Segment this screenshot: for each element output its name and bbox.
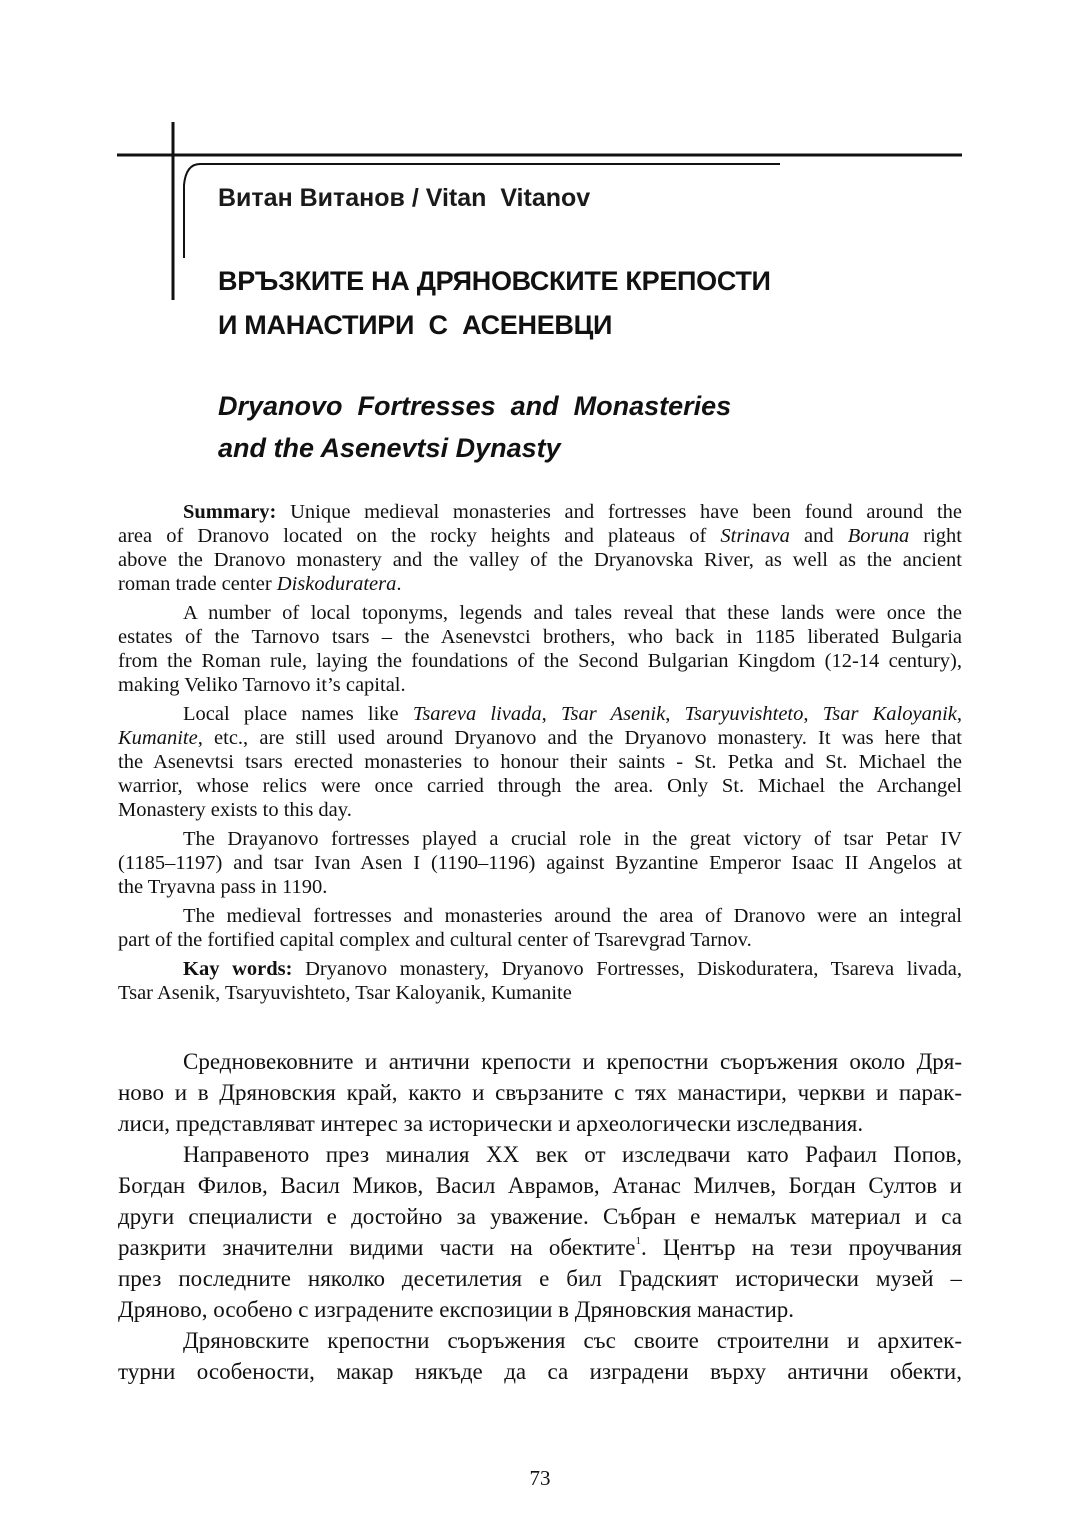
paragraph <box>118 1325 962 1387</box>
text-run: The Drayanovo fortresses played a crucial role in the great victory of tsar Petar IV <box>183 828 962 850</box>
text-line <box>118 702 962 726</box>
text-run: , etc., are still used around Dryanovo and the Dryanovo monastery. It was here that <box>197 727 962 749</box>
text-run: Дряновските крепостни съоръжения със своите строителни и архитек- <box>183 1328 962 1353</box>
text-line <box>118 1325 962 1356</box>
title-english-line-2: and the Asenevtsi Dynasty <box>218 433 561 463</box>
summary-section <box>118 500 962 1010</box>
body-text <box>118 1046 962 1387</box>
italic-term: Tsar Kaloyanik <box>822 703 957 725</box>
paragraph <box>118 1139 962 1325</box>
text-line <box>118 572 962 596</box>
paragraph <box>118 1046 962 1139</box>
text-line <box>118 524 962 548</box>
text-run: Unique medieval monasteries and fortresses have been found around the <box>276 501 962 523</box>
text-line <box>118 798 962 822</box>
text-run: above the Dranovo monastery and the valley of the Dryanovska River, as well as the ancient <box>118 549 962 571</box>
text-run: през последните няколко десетилетия е бил Градският исторически музей – <box>118 1266 962 1291</box>
author-name: Витан Витанов / Vitan Vitanov <box>218 184 591 212</box>
text-run: разкрити значителни видими части на обектите <box>118 1235 636 1260</box>
text-line <box>118 827 962 851</box>
text-run: from the Roman rule, laying the foundations of the Second Bulgarian Kingdom (12-14 century), <box>118 650 962 672</box>
text-run: estates of the Tarnovo tsars – the Asenevstci brothers, who back in 1185 liberated Bulgaria <box>118 626 962 648</box>
text-line <box>118 875 962 899</box>
text-run: area of Dranovo located on the rocky heights and plateaus of <box>118 525 721 547</box>
text-line <box>118 774 962 798</box>
text-run: and <box>789 525 848 547</box>
text-line <box>118 673 962 697</box>
text-run: making Veliko Tarnovo it’s capital. <box>118 674 406 696</box>
page-number: 73 <box>529 1466 551 1490</box>
italic-term: Strinava <box>720 525 790 547</box>
text-line <box>118 1046 962 1077</box>
title-english-line-1: Dryanovo Fortresses and Monasteries <box>218 391 732 421</box>
italic-term: Kumanite <box>118 727 198 749</box>
text-run: Направеното през миналия XX век от изследвачи като Рафаил Попов, <box>183 1142 962 1167</box>
text-run: Monastery exists to this day. <box>118 799 352 821</box>
text-run: лиси, представляват интерес за исторически и археологически изследвания. <box>118 1111 864 1136</box>
bold-label: Kay words: <box>183 958 293 980</box>
text-run: турни особености, макар някъде да са изградени върху антични обекти, <box>118 1359 962 1384</box>
text-line <box>118 726 962 750</box>
text-run: warrior, whose relics were once carried through the area. Only St. Michael the Archangel <box>118 775 962 797</box>
text-line <box>118 957 962 981</box>
italic-term: Tsaryuvishteto <box>684 703 804 725</box>
text-line <box>118 500 962 524</box>
text-run: , <box>803 703 823 725</box>
text-run: Средновековните и антични крепости и крепостни съоръжения около Дря- <box>183 1049 962 1074</box>
text-run: the Tryavna pass in 1190. <box>118 876 328 898</box>
italic-term: Diskoduratera <box>276 573 397 595</box>
text-line <box>118 1201 962 1232</box>
title-bulgarian-line-1: ВРЪЗКИТЕ НА ДРЯНОВСКИТЕ КРЕПОСТИ <box>218 266 771 296</box>
footnote-ref: 1 <box>635 1235 641 1247</box>
text-line <box>118 1356 962 1387</box>
text-run: , <box>665 703 685 725</box>
text-line <box>118 928 962 952</box>
text-run: Дряново, особено с изградените експозиции в Дряновския манастир. <box>118 1297 795 1322</box>
text-line <box>118 601 962 625</box>
text-line <box>118 1108 962 1139</box>
italic-term: Tsar Asenik <box>561 703 666 725</box>
text-run: (1185–1197) and tsar Ivan Asen I (1190–1196) against Byzantine Emperor Isaac II Angelos at <box>118 852 962 874</box>
text-run: The medieval fortresses and monasteries around the area of Dranovo were an integral <box>183 905 962 927</box>
text-line <box>118 1139 962 1170</box>
text-run: the Asenevtsi tsars erected monasteries to honour their saints - St. Petka and St. Michael the <box>118 751 962 773</box>
italic-term: Tsareva livada <box>412 703 542 725</box>
paragraph <box>118 702 962 822</box>
text-run: , <box>956 703 962 725</box>
title-bulgarian-line-2: И МАНАСТИРИ С АСЕНЕВЦИ <box>218 310 613 340</box>
text-run: ново и в Дряновския край, както и свързаните с тях манастири, черкви и парак- <box>118 1080 962 1105</box>
bold-label: Summary: <box>183 501 277 523</box>
text-line <box>118 750 962 774</box>
text-run: други специалисти е достойно за уважение. Събран е немалък материал и са <box>118 1204 962 1229</box>
text-line <box>118 1170 962 1201</box>
paragraph <box>118 500 962 596</box>
paragraph <box>118 827 962 899</box>
text-line <box>118 1294 962 1325</box>
text-line <box>118 1077 962 1108</box>
paragraph <box>118 601 962 697</box>
text-run: Local place names like <box>183 703 413 725</box>
text-line <box>118 1263 962 1294</box>
text-run: . Център на тези проучвания <box>641 1235 962 1260</box>
text-line <box>118 851 962 875</box>
text-line <box>118 548 962 572</box>
text-run: right <box>909 525 962 547</box>
text-run: Богдан Филов, Васил Миков, Васил Аврамов, Атанас Милчев, Богдан Султов и <box>118 1173 962 1198</box>
text-line <box>118 981 962 1005</box>
paragraph <box>118 957 962 1005</box>
text-run: part of the fortified capital complex and cultural center of Tsarevgrad Tarnov. <box>118 929 752 951</box>
text-line <box>118 904 962 928</box>
text-run: A number of local toponyms, legends and tales reveal that these lands were once the <box>183 602 962 624</box>
text-line <box>118 649 962 673</box>
paragraph <box>118 904 962 952</box>
text-run: roman trade center <box>118 573 277 595</box>
text-run: . <box>396 573 402 595</box>
text-run: Tsar Asenik, Tsaryuvishteto, Tsar Kaloyanik, Kumanite <box>118 982 572 1004</box>
text-run: Dryanovo monastery, Dryanovo Fortresses, Diskoduratera, Tsareva livada, <box>292 958 962 980</box>
text-line <box>118 625 962 649</box>
text-line <box>118 1232 962 1263</box>
text-run: , <box>541 703 561 725</box>
decor-corner-curve <box>184 164 200 258</box>
italic-term: Boruna <box>847 525 910 547</box>
